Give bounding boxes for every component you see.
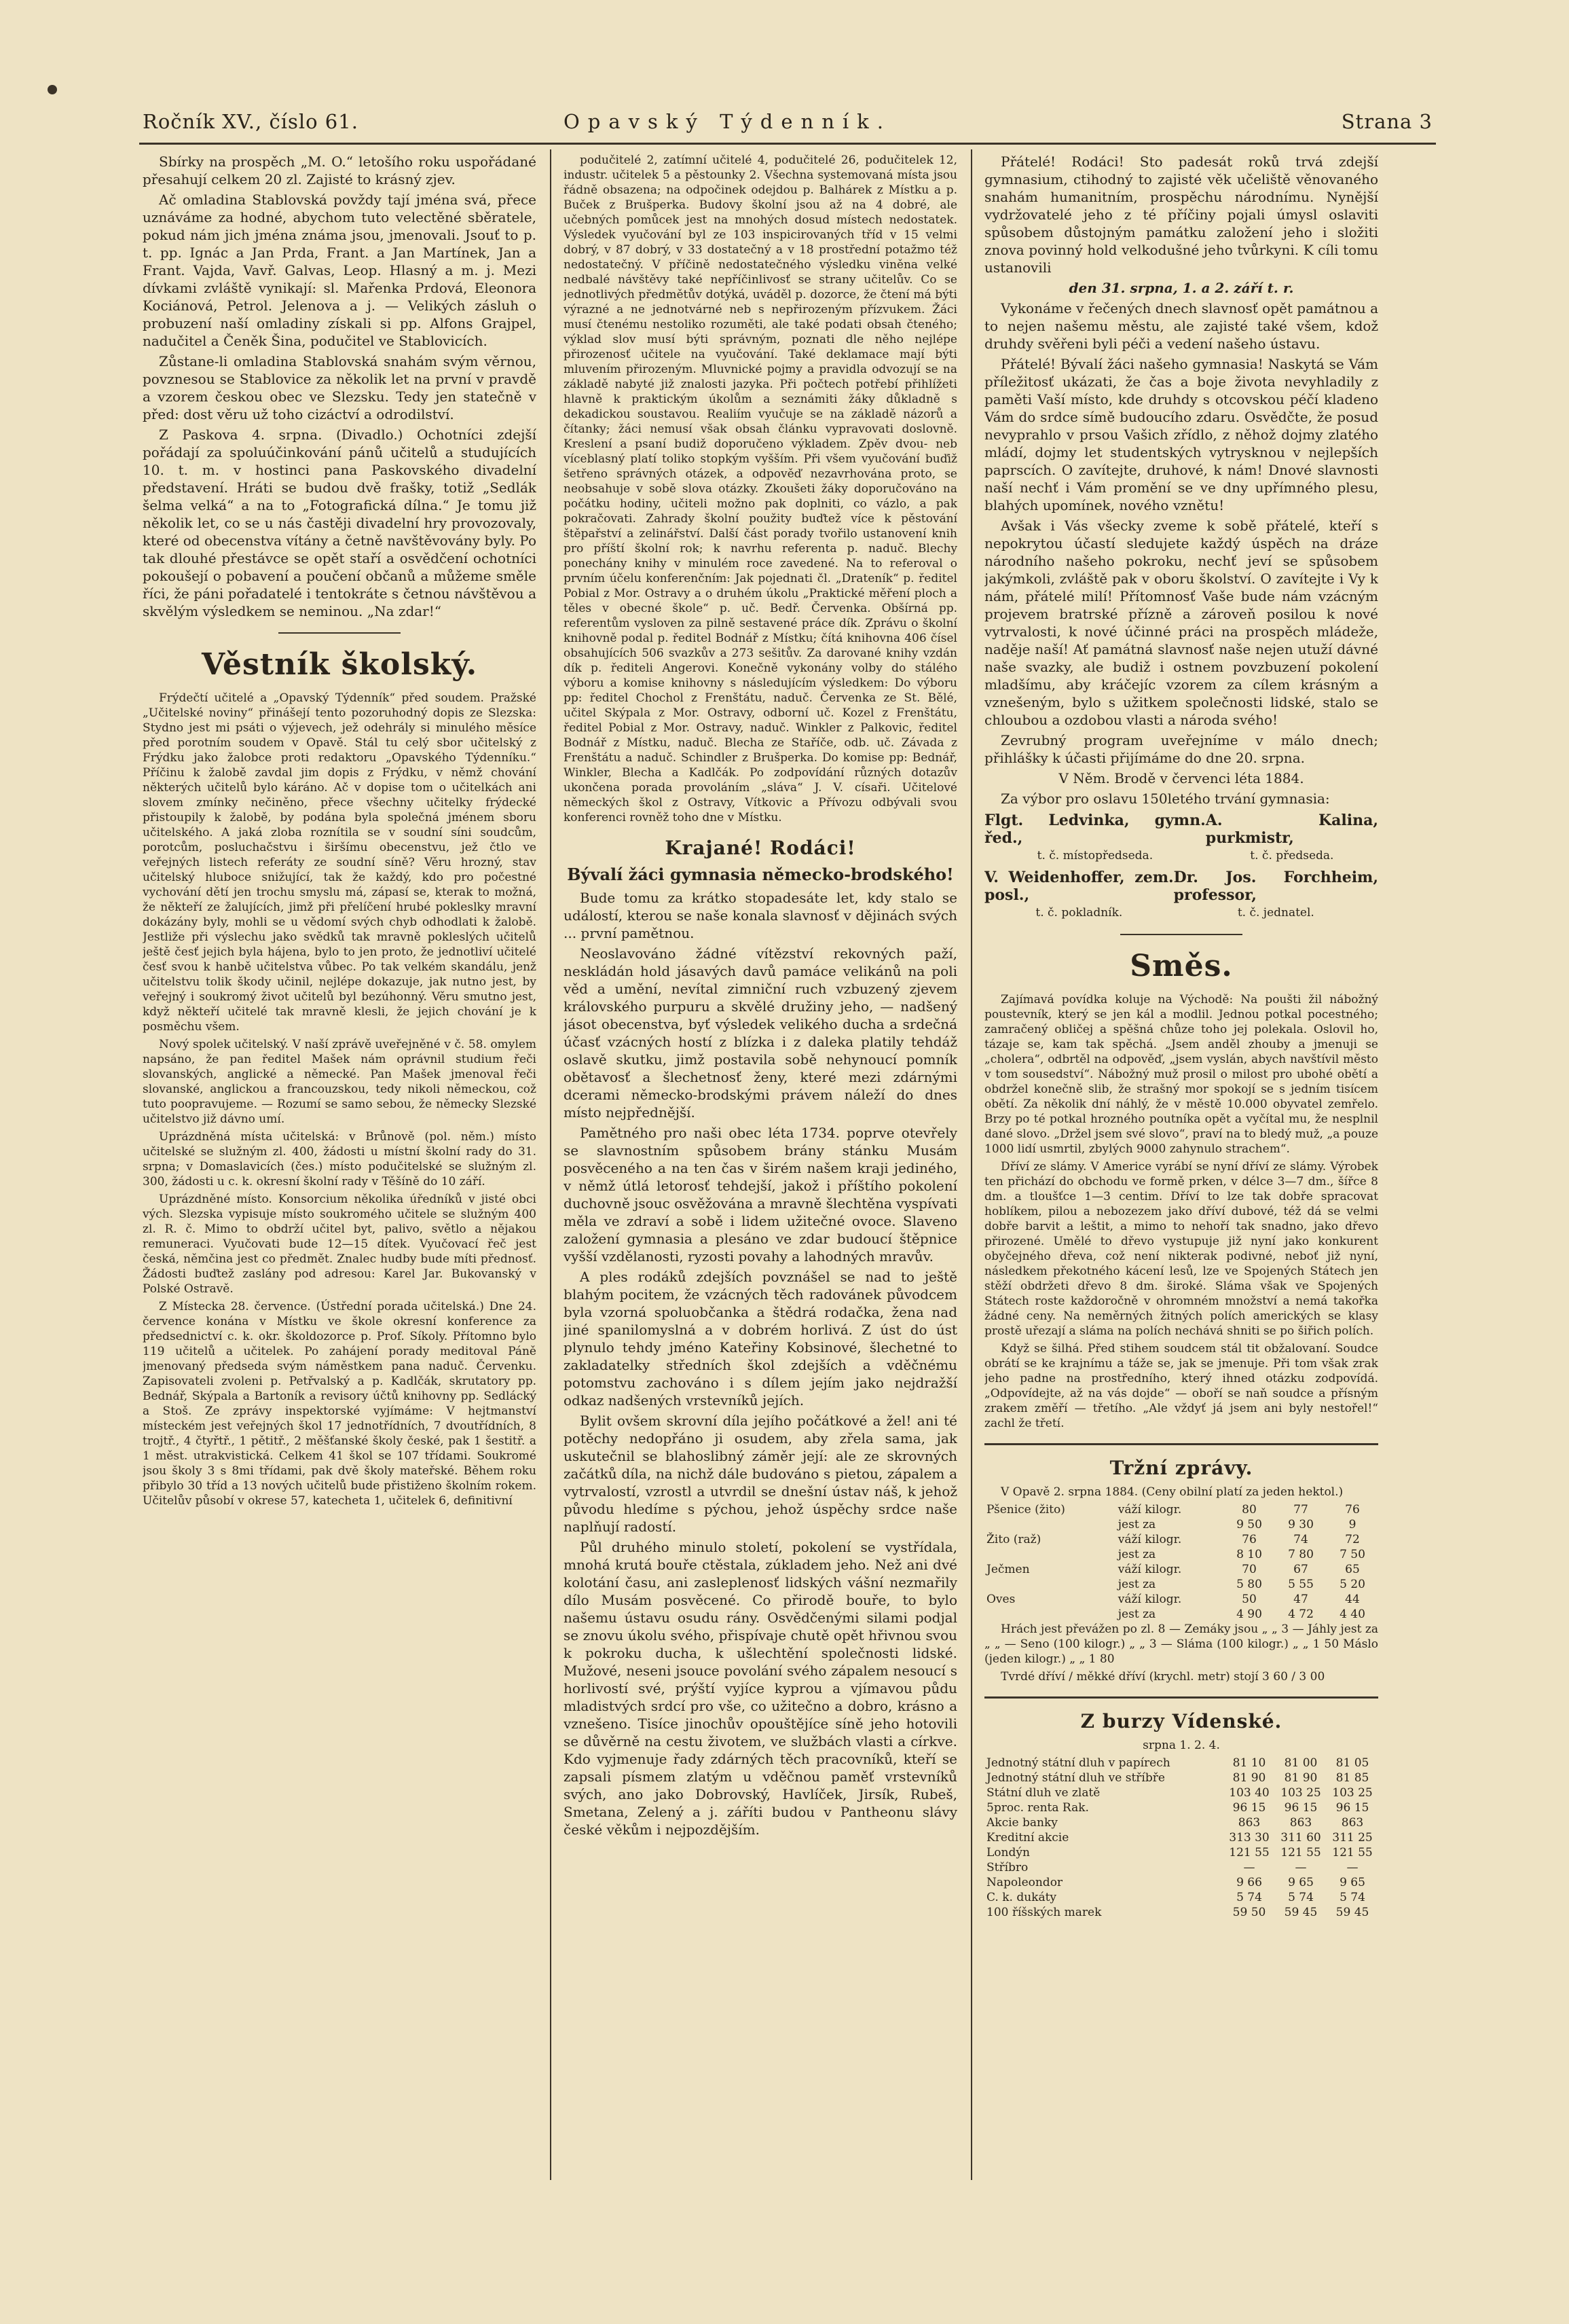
table-cell: 81 10 bbox=[1232, 1756, 1266, 1770]
paragraph: Bylit ovšem skrovní díla jejího počátkové a žel! ani té potěchy nedopřáno ji osudem, aby zřela sama, jak uskutečnil se blahoslibný záměr její: ale ze skrovných začátků díla, na nichž dále budováno s pietou, zápalem a vytrvalostí, vzrostl a utvrdil se dnešní ústav náš, k jehož původu hledíme s pýchou, jehož úspěchy srdce naše naplňují radostí. bbox=[564, 1413, 957, 1535]
paragraph: Frýdečtí učitelé a „Opavský Týdenník“ před soudem. Pražské „Učitelské noviny“ přinášejí tento pozoruhodný dopis ze Slezska: Stydno jest mi psáti o výjevech, jež odehrály si minulého měsíce před porotním soudem v Opavě. Stál tu celý sbor učitelský z Frýdku jako žalobce proti redaktoru „Opavského Týdenníku.“ Příčinu k žalobě zavdal jim dopis z Frýdku, v němž chování některých učitelů bylo káráno. Ač v dopise tom o učitelkách ani slovem zmínky nečiněno, přece všechny učitelky frýdecké přistoupily k žalobě, by podána byla společná jménem sboru učitelského. A jaká zloba roznítila se v soudní síni soudcům, porotcům, posluchačstvu i širšímu obecenstvu, jež čtlo ve veřejných listech referáty ze soudní síně? Věru hrozný, stav učitelský hluboce snižující, tak že každý, kdo pro počestné vychování dětí jen trochu smyslu má, zápasí se, kterak to možná, že někteří ze žalujících, jimž při přelíčení hrubé pokleslky mravní dokázány byly, mohli se u vědomí svých chyb odhodlati k žalobě. Jestliže při výslechu jako svědků tak mravně pokleslých učitelů ještě česť jejich byla hájena, bylo to jen proto, že jednotliví učitelé česť svou k hanbě učitelstva vůbec. Po tak velkém skandálu, jenž učitelstvu tolik škody učinil, nejlépe dokazuje, jak nutno jest, by veřejný i soukromý život učitelů byl bezúhonný. Věru smutno jest, když někteří učitelé tak mravně klesli, že jejich chování je k posměchu všem. bbox=[143, 691, 536, 1034]
table-cell: 121 55 bbox=[1280, 1846, 1321, 1859]
paragraph: Ač omladina Stablovská povždy tají jména svá, přece uznáváme za hodné, abychom tuto velectěné sběratele, pokud nám jich jména známa jsou, jmenovali. Jsouť to p. t. pp. Ignác a Jan Prda, Frant. a Jan Martínek, Jan a Frant. Vajda, Vavř. Galvas, Leop. Hlasný a m. j. Mezi dívkami zvláště vynikají: sl. Mařenka Prdová, Eleonora Kociánová, Petrol. Jelenova a j. — Velikých zásluh o probuzení naší omladiny získali si pp. Alfons Grajpel, nadučitel a Čeněk Šina, podučitel ve Stablovicích. bbox=[143, 192, 536, 349]
table-cell: Ječmen bbox=[986, 1563, 1030, 1576]
table-cell: 65 bbox=[1345, 1563, 1360, 1576]
paragraph: Neoslavováno žádné vítězství rekovných paží, neskládán hold jásavých davů pamáce velikánů na poli věd a umění, nevítal zimniční ruch vzbuzený zjevem královského purpuru a skvělé družiny jeho, — nadšený jásot obecenstva, byť výsledek velikého ducha a srdečná účasť vzácných hostí z blízka i z daleka platily tehdáž oslavě skutku, jimž postavila sobě nehynoucí pomník obětavosť a šlechetnosť ženy, které mezi zdárnými dcerami německo-brodskými právem náleží do dnes místo nejpřednější. bbox=[564, 945, 957, 1121]
table-cell: 76 bbox=[1345, 1503, 1360, 1517]
paragraph: Zůstane-li omladina Stablovská snahám svým věrnou, povznesou se Stablovice za několik let na první v pravdě a vzorem českou obec ve Slezsku. Tedy jen statečně v před: dost věru už toho cizáctví a odrodilství. bbox=[143, 353, 536, 422]
table-cell bbox=[984, 1577, 1116, 1592]
table-cell: 4 40 bbox=[1340, 1608, 1365, 1621]
table-cell: 9 65 bbox=[1288, 1876, 1314, 1889]
table-cell: Státní dluh ve zlatě bbox=[986, 1786, 1101, 1800]
column-rule-1 bbox=[550, 149, 551, 2180]
table-cell: 863 bbox=[1341, 1816, 1364, 1830]
table-cell: C. k. dukáty bbox=[986, 1891, 1057, 1904]
table-cell: 96 15 bbox=[1284, 1801, 1318, 1815]
table-cell: — bbox=[1243, 1861, 1255, 1874]
table-cell: 9 30 bbox=[1288, 1518, 1314, 1531]
paragraph: Zevrubný program uveřejníme v málo dnech; přihlášky k účasti přijímáme do dne 20. srpna. bbox=[984, 732, 1378, 766]
table-cell: 4 90 bbox=[1236, 1608, 1262, 1621]
table-cell: 59 50 bbox=[1232, 1906, 1266, 1919]
table-cell: 5 74 bbox=[1340, 1891, 1365, 1904]
table-cell: 81 85 bbox=[1335, 1771, 1369, 1785]
paragraph: Pamětného pro naši obec léta 1734. poprve otevřely se slavnostním spůsobem brány stánku Musám posvěceného a na ten čas v širém našem kraji jediného, v němž útlá letorosť tehdejší, jakož i příštího pokolení duchovně jsouc osvěžována a mravně šlechtěna vyspívati měla ve zdraví a sobě i lidem užitečné ovoce. Slaveno založení gymnasia a plesáno ve zdar budoucí štěpnice vyšší vzdělanosti, ryzosti povahy a lahodných mravův. bbox=[564, 1125, 957, 1265]
table-row bbox=[984, 1830, 1378, 1845]
table-cell: jest za bbox=[1118, 1548, 1156, 1561]
paragraph: Dříví ze slámy. V Americe vyrábí se nyní dříví ze slámy. Výrobek ten přichází do obchodu ve formě prken, v délce 3—7 dm., šířce 8 dm. a tloušťce 1—3 centim. Dříví to lze tak dobře spracovat hoblíkem, pilou a nebozezem jako dříví dubové, též dá se velmi dobře barvit a leštit, a mimo to nehoří tak snadno, jako dřevo přirozené. Umělé to dřevo vystupuje již nyní jako konkurent obyčejného dřeva, což není nikterak podivné, neboť již nyní, následkem překotného kácení lesů, lze ve Spojených Státech jen stěží obdržeti dřevo 8 dm. široké. Sláma však ve Spojených Státech roste každoročně v ohromném množství a nemá takořka žádné ceny. Na neměrných žitných polích amerických se klasy prostě uřezají a sláma na polích nechává shniti se po šiřich polích. bbox=[984, 1160, 1378, 1338]
table-cell: — bbox=[1295, 1861, 1307, 1874]
table-row bbox=[984, 1860, 1378, 1875]
table-cell: 5 80 bbox=[1236, 1578, 1262, 1591]
table-cell: jest za bbox=[1118, 1578, 1156, 1591]
place-date: V Něm. Brodě v červenci léta 1884. bbox=[1058, 770, 1304, 786]
column-rule-2 bbox=[971, 149, 972, 2180]
table-row bbox=[984, 1607, 1378, 1622]
table-cell: 59 45 bbox=[1335, 1906, 1369, 1919]
table-row bbox=[984, 1577, 1378, 1592]
market-extra: Hrách jest převážen po zl. 8 — Zemáky jsou „ „ 3 — Jáhly jest za „ „ — Seno (100 kilogr.) „ „ 3 — Sláma (100 kilogr.) „ „ 1 50 Máslo (jeden kilogr.) „ „ 1 80 bbox=[984, 1622, 1378, 1666]
paragraph: Sbírky na prospěch „M. O.“ letošího roku uspořádané přesahují celkem 20 zl. Zajisté to krásný zjev. bbox=[143, 153, 536, 187]
table-cell: 81 00 bbox=[1284, 1756, 1318, 1770]
table-cell: 5 74 bbox=[1288, 1891, 1314, 1904]
table-cell: 47 bbox=[1293, 1593, 1308, 1606]
table-cell: 7 50 bbox=[1340, 1548, 1365, 1561]
table-cell: Oves bbox=[986, 1593, 1016, 1606]
table-row bbox=[984, 1800, 1378, 1815]
table-row bbox=[984, 1875, 1378, 1890]
table-cell: 72 bbox=[1345, 1533, 1360, 1546]
table-cell: 103 40 bbox=[1229, 1786, 1270, 1800]
column-2 bbox=[564, 153, 957, 2190]
signature-row-1 bbox=[984, 812, 1378, 865]
appeal-subheading: Bývalí žáci gymnasia německo-brodského! bbox=[567, 865, 954, 884]
signature: A. Kalina, purkmistr, t. č. předseda. bbox=[1205, 812, 1378, 863]
table-cell: 4 72 bbox=[1288, 1608, 1314, 1621]
column-1 bbox=[143, 153, 536, 2190]
section-heading-misc: Směs. bbox=[1130, 949, 1233, 983]
committee-line: Za výbor pro oslavu 150letého trvání gymnasia: bbox=[1001, 791, 1330, 807]
table-cell bbox=[984, 1607, 1116, 1622]
table-cell: 9 66 bbox=[1236, 1876, 1262, 1889]
table-cell: 59 45 bbox=[1284, 1906, 1318, 1919]
vienna-header: srpna 1. 2. 4. bbox=[1143, 1739, 1220, 1752]
table-row bbox=[984, 1592, 1378, 1607]
paragraph: Vykonáme v řečených dnech slavnosť opět památnou a to nejen našemu městu, ale zajisté také všem, kdož druhdy svěřeni byli péči a vedení našeho ústavu. bbox=[984, 300, 1378, 352]
table-cell: 67 bbox=[1293, 1563, 1308, 1576]
signature-row-2 bbox=[984, 869, 1378, 922]
table-cell: váží kilogr. bbox=[1118, 1503, 1182, 1517]
table-cell: 81 90 bbox=[1284, 1771, 1318, 1785]
table-cell: 77 bbox=[1293, 1503, 1308, 1517]
paragraph: Přátelé! Bývalí žáci našeho gymnasia! Naskytá se Vám příležitosť ukázati, že čas a boje života nevyhladily z paměti Vaší místo, kde druhdy s otcovskou péčí kladeno Vám do srdce símě budoucího zdaru. Osvědčte, že posud nevyprahlo v prsou Vašich zřídlo, z něhož dojmy zlatého mládí, dojmy let studentských vytrysknou v nejlepších paprscích. O zavítejte, druhové, k nám! Dnové slavnosti naší nechť i Vám promění se ve dny upřímného plesu, blahých upomínek, nového vznětu! bbox=[984, 356, 1378, 513]
paragraph: Nový spolek učitelský. V naší zprávě uveřejněné v č. 58. omylem napsáno, že pan ředitel Mašek nám oprávnil studium řeči slovanských, anglické a německé. Pan Mašek jmenoval řeči slovanské, anglickou a francouzskou, tedy nikoli německou, což tuto poopravujeme. — Rozumí se samo sebou, že německy Slezské učitelstvo již dávno umí. bbox=[143, 1038, 536, 1126]
table-cell: 70 bbox=[1242, 1563, 1257, 1576]
table-cell: 50 bbox=[1242, 1593, 1257, 1606]
vienna-heading: Z burzy Vídenské. bbox=[1080, 1710, 1282, 1732]
section-divider bbox=[984, 1443, 1378, 1445]
paragraph: Avšak i Vás všecky zveme k sobě přátelé, kteří s nepokrytou účastí sledujete každý úspěch na dráze národního našeho pokroku, nechť jeví se spůsobem jakýmkoli, zvláště pak v oboru školství. O zavítejte i Vy k nám, přátelé milí! Přítomnosť Vaše bude nám vzácným projevem bratrské přízně a zároveň posilou k nové vytrvalosti, k nové účinné práci na prospěch mládeže, naděje naší! Ať památná slavnosť naše nejen utuží dávné naše svazky, ale budiž i ostnem povzbuzení pokolení mladšímu, aby kráčejíc vzorem za cílem krásným a vznešeným, bylo s užitkem společnosti lidské, stalo se chloubou a ozdobou vlasti a národa svého! bbox=[984, 518, 1378, 728]
paragraph: A ples rodáků zdejších povznášel se nad to ještě blahým pocitem, že vzácných těch radovánek původcem byla vzorná spoluobčanka a štědrá rodačka, žena nad jiné spanilomyslná a v dobrém horlivá. Z úst do úst plynulo tehdy jméno Kateřiny Kobsinové, šlechetné to zakladatelky středních škol zdejších a vděčnému potomstvu zachováno i s dílem jejím jako nejdražší odkaz nadšených vrstevníků jejích. bbox=[564, 1269, 957, 1409]
table-cell: Jednotný státní dluh v papírech bbox=[986, 1756, 1170, 1770]
table-cell: Akcie banky bbox=[986, 1816, 1058, 1830]
table-cell: jest za bbox=[1118, 1518, 1156, 1531]
market-subtitle: V Opavě 2. srpna 1884. (Ceny obilní platí za jeden hektol.) bbox=[1001, 1485, 1344, 1499]
table-row bbox=[984, 1562, 1378, 1577]
margin-dot bbox=[48, 85, 57, 94]
table-cell: 96 15 bbox=[1335, 1801, 1369, 1815]
table-row bbox=[984, 1756, 1378, 1771]
table-cell: váží kilogr. bbox=[1118, 1563, 1182, 1576]
table-cell: 121 55 bbox=[1332, 1846, 1373, 1859]
paragraph: Přátelé! Rodáci! Sto padesát roků trvá zdejší gymnasium, ctihodný to zajisté věk učeliště věnovaného snahám humanitním, prospěchu národnímu. Nynější vydržovatelé jeho z té příčiny pojali úmysl oslaviti spůsobem důstojným památku založení jeho i složiti znova povinný hold velkodušné jeho tvůrkyni. K cíli tomu ustanovili bbox=[984, 153, 1378, 276]
signature: Dr. Jos. Forchheim, professor, t. č. jednatel. bbox=[1173, 869, 1378, 920]
table-row bbox=[984, 1517, 1378, 1532]
table-row bbox=[984, 1532, 1378, 1547]
table-row bbox=[984, 1815, 1378, 1830]
table-cell: 9 65 bbox=[1340, 1876, 1365, 1889]
page-header bbox=[143, 103, 1433, 144]
wood-prices: Tvrdé dříví / měkké dříví (krychl. metr) stojí 3 60 / 3 00 bbox=[1001, 1670, 1325, 1684]
table-row bbox=[984, 1785, 1378, 1800]
newspaper-title: Opavský Týdenník. bbox=[564, 110, 891, 133]
table-cell: 96 15 bbox=[1232, 1801, 1266, 1815]
table-cell: 863 bbox=[1289, 1816, 1312, 1830]
table-cell: 311 25 bbox=[1332, 1831, 1373, 1845]
paragraph: Když se šilhá. Před stihem soudcem stál tit obžalovaní. Soudce obrátí se ke krajnímu a táže se, jak se jmenuje. Při tom však zrak jeho padne na prostředního, který ihned otázku zodpovídá. „Odpovídejte, až na vás dojde“ — oboří se naň soudce a přísným zrakem změří — třetího. „Ale vždyť já jsem ani byly nestořel!“ zachl že třetí. bbox=[984, 1342, 1378, 1430]
table-cell: 9 bbox=[1348, 1518, 1356, 1531]
table-cell: 81 05 bbox=[1335, 1756, 1369, 1770]
celebration-date: den 31. srpna, 1. a 2. září t. r. bbox=[1069, 280, 1294, 296]
table-cell: 81 90 bbox=[1232, 1771, 1266, 1785]
table-cell: váží kilogr. bbox=[1118, 1533, 1182, 1546]
table-cell: 80 bbox=[1242, 1503, 1257, 1517]
table-cell: Kreditní akcie bbox=[986, 1831, 1069, 1845]
table-cell: jest za bbox=[1118, 1608, 1156, 1621]
page-number: Strana 3 bbox=[1341, 110, 1433, 133]
section-divider bbox=[1120, 934, 1242, 935]
table-cell: 8 10 bbox=[1236, 1548, 1262, 1561]
paragraph: Zajímavá povídka koluje na Východě: Na poušti žil nábožný poustevník, který se jen kál a modlil. Jednou potkal pocestného; zamračený obličej a spěšná chůze toho jej polekala. Oslovil ho, tázaje se, kam tak spěchá. „Jsem anděl zhouby a jmenuji se „cholera“, odbrtěl na odpověď, „jsem vyslán, abych navštívil město v tom sousedství“. Nábožný muž prosil o milost pro ubohé obětí a obdržel konečně slib, že strašný mor spokojí se s jedním tisícem obětí. Za několik dní náhlý, že v městě 10.000 obyvatel zemřelo. Brzy po té potkal hrozného poutníka opět a vyčítal mu, že nesplnil dané slovo. „Držel jsem své slovo“, praví na to bledý muž, „a pouze 1000 lidí usmrtil, zbylých 9000 zahynulo strachem“. bbox=[984, 993, 1378, 1156]
table-cell: 5 55 bbox=[1288, 1578, 1314, 1591]
table-cell: 74 bbox=[1293, 1533, 1308, 1546]
table-cell: 103 25 bbox=[1280, 1786, 1321, 1800]
table-cell: Jednotný státní dluh ve stříbře bbox=[986, 1771, 1165, 1785]
table-cell: Žito (raž) bbox=[986, 1533, 1041, 1546]
table-cell: 76 bbox=[1242, 1533, 1257, 1546]
table-cell: 44 bbox=[1345, 1593, 1360, 1606]
header-rule bbox=[139, 143, 1436, 145]
paragraph: Bude tomu za krátko stopadesáte let, kdy stalo se událostí, kterou se naše konala slavnosť v dějinách svých ... první pamětnou. bbox=[564, 890, 957, 941]
table-row bbox=[984, 1502, 1378, 1517]
paragraph: podučitelé 2, zatímní učitelé 4, podučitelé 26, podučitelek 12, industr. učitelek 5 a pěstounky 2. Všechna systemovaná místa jsou řádně obsazena; na odpočinek odejdou p. Balhárek z Místku a p. Buček z Brušperka. Budovy školní jsou až na 4 dobré, ale učebných pomůcek jest na mnohých dosud místech nedostatek. Výsledek vyučování byl ze 103 inspicirovaných tříd v 15 velmi dobrý, v 87 dobrý, v 33 dostatečný a v 18 prostřední potažmo též nedostatečný. V příčině nedostatečného výsledku viněna velké nedbalé návštěvy také nepříčinlivosť se strany učitelův. Co se jednotlivých předmětův dotýká, uváděl p. dozorce, že čtení má býti výrazné a ne jednotvárné neb s nepřirozeným přízvukem. Žáci musí čtenému nestoliko rozuměti, ale také podati obsah čteného; výklad slov musí býti správným, poznati dle něho nejlépe přirozenosť učitele na vyučování. Také deklamace mají býti mluvením přirozeným. Mluvnické pojmy a pravidla odvozují se na základě nabyté již znalosti jazyka. Při počtech potřebí přihlížeti hlavně k praktickým úkolům a seznámiti žáky důkladně s dekadickou soustavou. Realiím vyučuje se na základě názorů a čítanky; žáci nemusí však obsah článku vypravovati doslovně. Kreslení a psaní budiž doporučeno výkladem. Zpěv dvou- neb víceblasný platí toliko stopkým vyšším. Při všem vyučování buďiž šetřeno správných otázek, a odpověď nezavrhována proto, se neobsahuje v sobě slova otázky. Zkoušeti žáky doporučováno na počátku hodiny, učiteli možno pak doplniti, co vázlo, a pak pokračovati. Zahrady školní použity buďtež více k pěstování štěpařství a zelinářství. Další část porady tvořilo ustanovení knih pro příští školní rok; k navrhu referenta p. naduč. Blechy ponechány knihy v minulém roce zavedené. Na to referoval o prvním účelu konferenčním: Jak pojednati čl. „Drateník“ p. ředitel Pobial z Mor. Ostravy a o druhém úkolu „Praktické měření ploch a těles v obecné škole“ p. uč. Bedř. Červenka. Obšírná pp. referentům vysloven za pilně sestavené práce dík. Zprávu o školní knihovně podal p. ředitel Bodnář z Místku; čítá knihovna 406 čísel obsahujících 506 svazkův a 273 sešitův. Za darované knihy vzdán dík p. řediteli Angerovi. Konečně vykonány volby do stálého výboru a komise knihovny s následujícím výsledkem: Do výboru pp: ředitel Chochol z Frenštátu, naduč. Červenka ze St. Bělé, učitel Skýpala z Mor. Ostravy, odborní uč. Kozel z Frenštátu, ředitel Pobial z Mor. Ostravy, naduč. Winkler z Palkovic, ředitel Bodnář z Místku, naduč. Blecha ze Staříče, odb. uč. Závada z Frenštátu a naduč. Schindler z Brušperka. Do komise pp: Bednář, Winkler, Blecha a Kadlčák. Po zodpovídání různých dotazův ukončena porada provoláním „sláva“ J. V. císaři. Učitelové německých škol z Ostravy, Vítkovic a Přívozu odbývali svou konferenci rovněž toho dne v Místku. bbox=[564, 153, 957, 824]
table-cell bbox=[984, 1547, 1116, 1562]
vienna-table bbox=[984, 1756, 1378, 1920]
paragraph: Z Paskova 4. srpna. (Divadlo.) Ochotníci zdejší pořádají za spoluúčinkování pánů učitelů a studujících 10. t. m. v hostinci pana Paskovského divadelní představení. Hráti se budou dvě frašky, totiž „Sedlák šelma velká“ a na to „Fotografická dílna.“ Je tomu již několik let, co se u nás častěji divadelní hry provozovaly, které od obecenstva vítány a četně navštěvovány byly. Po tak dlouhé přestávce se opět staří a osvědčení ochotníci pokoušejí o pobavení a poučení občanů a můžeme směle říci, že páni pořadatelé i tentokráte s četnou návštěvou a skvělým výsledkem se neminou. „Na zdar!“ bbox=[143, 426, 536, 619]
table-row bbox=[984, 1547, 1378, 1562]
table-cell: váží kilogr. bbox=[1118, 1593, 1182, 1606]
table-row bbox=[984, 1905, 1378, 1920]
table-cell: Stříbro bbox=[986, 1861, 1029, 1874]
table-row bbox=[984, 1890, 1378, 1905]
table-cell: — bbox=[1346, 1861, 1359, 1874]
table-cell bbox=[984, 1517, 1116, 1532]
signature: V. Weidenhoffer, zem. posl., t. č. pokladník. bbox=[984, 869, 1174, 920]
paragraph: Uprázdněné místo. Konsorcium několika úředníků v jisté obci vých. Slezska vypisuje místo soukromého učitele se služným 400 zl. R. č. Mimo to obdrží učitel byt, palivo, světlo a nějakou remuneraci. Vyučovati bude 12—15 dítek. Vyučovací řeč jest česká, němčina jest co předmět. Znalec hudby bude míti přednosť. Žádosti buďtež zaslány pod adresou: Karel Jar. Bukovanský v Polské Ostravě. bbox=[143, 1193, 536, 1296]
table-row bbox=[984, 1845, 1378, 1860]
paragraph: Uprázdněná místa učitelská: v Brůnově (pol. něm.) místo učitelské se služným zl. 400, žádosti u místní školní rady do 31. srpna; v Domaslavicích (čes.) místo podučitelské se služným zl. 300, žádosti u c. k. okresní školní rady v Těšíně do 10 září. bbox=[143, 1130, 536, 1188]
table-cell: 313 30 bbox=[1229, 1831, 1270, 1845]
table-cell: Pšenice (žito) bbox=[986, 1503, 1065, 1517]
table-cell: 121 55 bbox=[1229, 1846, 1270, 1859]
signature: Flgt. Ledvinka, gymn. řed., t. č. místopředseda. bbox=[984, 812, 1206, 863]
table-cell: 100 říšských marek bbox=[986, 1906, 1102, 1919]
table-cell: 103 25 bbox=[1332, 1786, 1373, 1800]
table-row bbox=[984, 1771, 1378, 1785]
appeal-heading: Krajané! Rodáci! bbox=[665, 837, 856, 859]
paragraph: Z Místecka 28. července. (Ústřední porada učitelská.) Dne 24. července konána v Místku ve škole okresní konference za předsednictví c. k. okr. školdozorce p. Prof. Síkoly. Přítomno bylo 119 učitelů a učitelek. Po zahájení porady meditoval Páně jmenovaný předseda svým náměstkem pana naduč. Červenku. Zapisovateli zvoleni p. Petřvalský a p. Kadlčák, skrutatory pp. Bednář, Skýpala a Bartoník a revisory účtů knihovny pp. Sedlácký a Stoš. Ze zprávy inspektorské vyjímáme: V hejtmanství místeckém jest veřejných škol 17 jednotřídních, 7 dvoutřídních, 8 trojtř., 4 čtyřtř., 1 pětitř., 2 měšťanské školy české, pak 1 šestitř. a 1 měst. utrakvistická. Celkem 41 škol se 107 třídami. Soukromé jsou školy 3 s 8mi třídami, pak dvě školy mateřské. Během roku přibylo 30 tříd a 13 nových učitelů bude přistiženo školním rokem. Učitelův působí v okrese 57, katecheta 1, učitelek 6, definitivní bbox=[143, 1300, 536, 1508]
table-cell: Londýn bbox=[986, 1846, 1030, 1859]
table-cell: 7 80 bbox=[1288, 1548, 1314, 1561]
table-cell: 311 60 bbox=[1280, 1831, 1321, 1845]
column-3 bbox=[984, 153, 1378, 2190]
table-cell: 5 74 bbox=[1236, 1891, 1262, 1904]
table-cell: 863 bbox=[1238, 1816, 1261, 1830]
section-heading-school: Věstník školský. bbox=[201, 647, 478, 682]
table-cell: 5 20 bbox=[1340, 1578, 1365, 1591]
issue-number: Ročník XV., číslo 61. bbox=[143, 110, 358, 133]
market-heading: Tržní zprávy. bbox=[1109, 1457, 1253, 1479]
paragraph: Půl druhého minulo století, pokolení se vystřídala, mnohá krutá bouře ctěstala, zúkladem jeho. Než ani dvé kolotání času, ani zasleplenosť lidských vášní nezmařily dílo Musám posvěcené. Co přirodě bouře, to bylo našemu ústavu osudu rány. Osvědčenými silami podjal se znovu úkolu svého, přispívaje chutě opět hřivnou svou k pokroku ducha, k ušlechtění společnosti lidské. Mužové, neseni jsouce povolání svého zápalem nesoucí s horlivostí své, prýští vyjíce kyprou a vjímavou půdu mladistvých srdcí pro vše, co užitečno a dobro, krásno a vznešeno. Tisíce jinochův opouštějíce síně jeho hotovili se důvěrně na cestu životem, ve službách vlasti a církve. Kdo vyjmenuje řady zdárných těch pracovníků, kteří se zapsali písmem zlatým u vděčnou paměť vrstevníků svých, ano jako Dobrovský, Havlíček, Jirsík, Rubeš, Smetana, Zelený a j. záříti budou v Pantheonu slávy české věkům i nejpozdějším. bbox=[564, 1539, 957, 1838]
section-divider bbox=[984, 1696, 1378, 1699]
table-cell: Napoleondor bbox=[986, 1876, 1063, 1889]
table-cell: 9 50 bbox=[1236, 1518, 1262, 1531]
market-table bbox=[984, 1502, 1378, 1622]
table-cell: 5proc. renta Rak. bbox=[986, 1801, 1089, 1815]
section-divider bbox=[278, 632, 401, 634]
